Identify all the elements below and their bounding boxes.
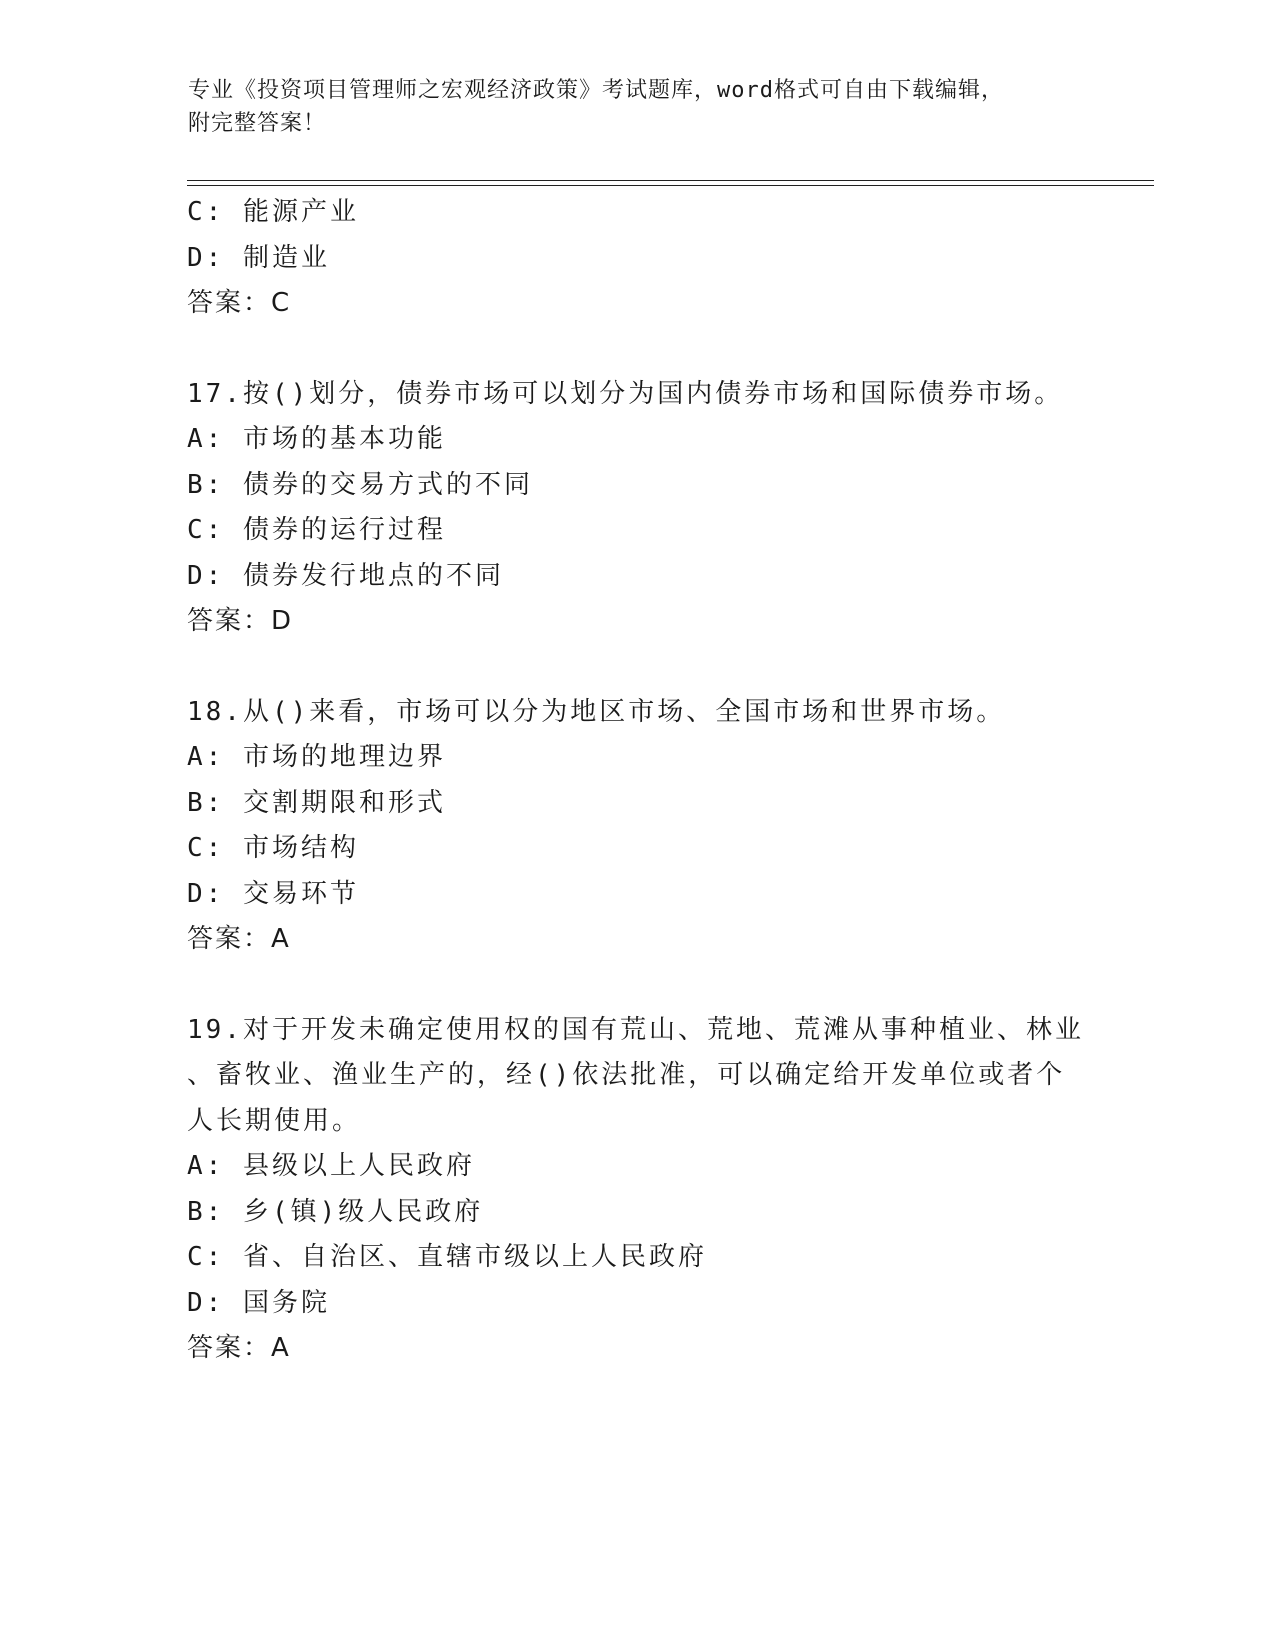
question-stem: 18.从()来看，市场可以分为地区市场、全国市场和世界市场。: [187, 696, 1006, 727]
option-text: 省、自治区、直辖市级以上人民政府: [242, 1242, 707, 1272]
question-19: [187, 1008, 1087, 1372]
option-label: C:: [187, 515, 225, 545]
option-c: [187, 826, 1087, 872]
option-label: D:: [187, 242, 225, 273]
header-line-2: 附完整答案！: [188, 111, 327, 136]
header-double-rule: [187, 180, 1154, 186]
answer-line: 答案：A: [187, 924, 291, 954]
option-text: 市场的基本功能: [242, 424, 446, 454]
header-line-1: 专业《投资项目管理师之宏观经济政策》考试题库，word格式可自由下载编辑，: [188, 78, 1004, 103]
option-text: 县级以上人民政府: [242, 1151, 475, 1181]
question-stem-line-2: 、畜牧业、渔业生产的，经()依法批准，可以确定给开发单位或者个: [187, 1060, 1066, 1090]
spacer: [187, 645, 1087, 690]
option-label: B:: [187, 787, 225, 818]
option-label: D:: [187, 1287, 225, 1318]
option-a: [187, 1144, 1087, 1190]
option-d: [187, 872, 1087, 918]
option-c: [187, 508, 1087, 554]
option-label: B:: [187, 1196, 225, 1227]
option-text: 国务院: [242, 1287, 330, 1318]
option-label: C:: [187, 833, 225, 863]
option-text: 市场的地理边界: [242, 742, 446, 772]
option-label: B:: [187, 469, 225, 500]
answer-line: 答案：D: [187, 606, 294, 636]
question-stem-line-3: 人长期使用。: [187, 1105, 362, 1136]
option-text: 债券的运行过程: [242, 515, 446, 545]
option-label: D:: [187, 560, 225, 591]
option-c: [187, 1235, 1087, 1281]
option-a: [187, 417, 1087, 463]
option-label: A:: [187, 742, 225, 772]
option-text: 制造业: [242, 242, 330, 273]
option-label: D:: [187, 878, 225, 909]
option-d: [187, 554, 1087, 600]
question-content: [187, 190, 1087, 1372]
option-d: [187, 1281, 1087, 1327]
answer-line: 答案：A: [187, 1333, 291, 1363]
option-label: A:: [187, 424, 225, 454]
question-stem-line-1: 19.对于开发未确定使用权的国有荒山、荒地、荒滩从事种植业、林业: [187, 1014, 1084, 1045]
option-text: 交易环节: [242, 878, 359, 909]
question-17: [187, 372, 1087, 645]
option-text: 乡(镇)级人民政府: [242, 1196, 484, 1227]
question-16-tail: [187, 190, 1087, 327]
option-label: C:: [187, 1242, 225, 1272]
question-18: [187, 690, 1087, 963]
spacer: [187, 963, 1087, 1008]
option-b: [187, 1190, 1087, 1236]
option-text: 交割期限和形式: [242, 787, 446, 818]
option-a: [187, 735, 1087, 781]
option-text: 市场结构: [242, 833, 359, 863]
option-label: A:: [187, 1151, 225, 1181]
option-b: [187, 463, 1087, 509]
option-text: 债券发行地点的不同: [242, 560, 504, 591]
option-text: 能源产业: [242, 197, 359, 227]
option-d: [187, 236, 1087, 282]
option-b: [187, 781, 1087, 827]
question-stem: 17.按()划分，债券市场可以划分为国内债券市场和国际债券市场。: [187, 378, 1064, 409]
document-header: [188, 74, 1088, 140]
spacer: [187, 327, 1087, 372]
answer-line: 答案：C: [187, 288, 292, 318]
option-text: 债券的交易方式的不同: [242, 469, 533, 500]
option-c: [187, 190, 1087, 236]
option-label: C:: [187, 197, 225, 227]
